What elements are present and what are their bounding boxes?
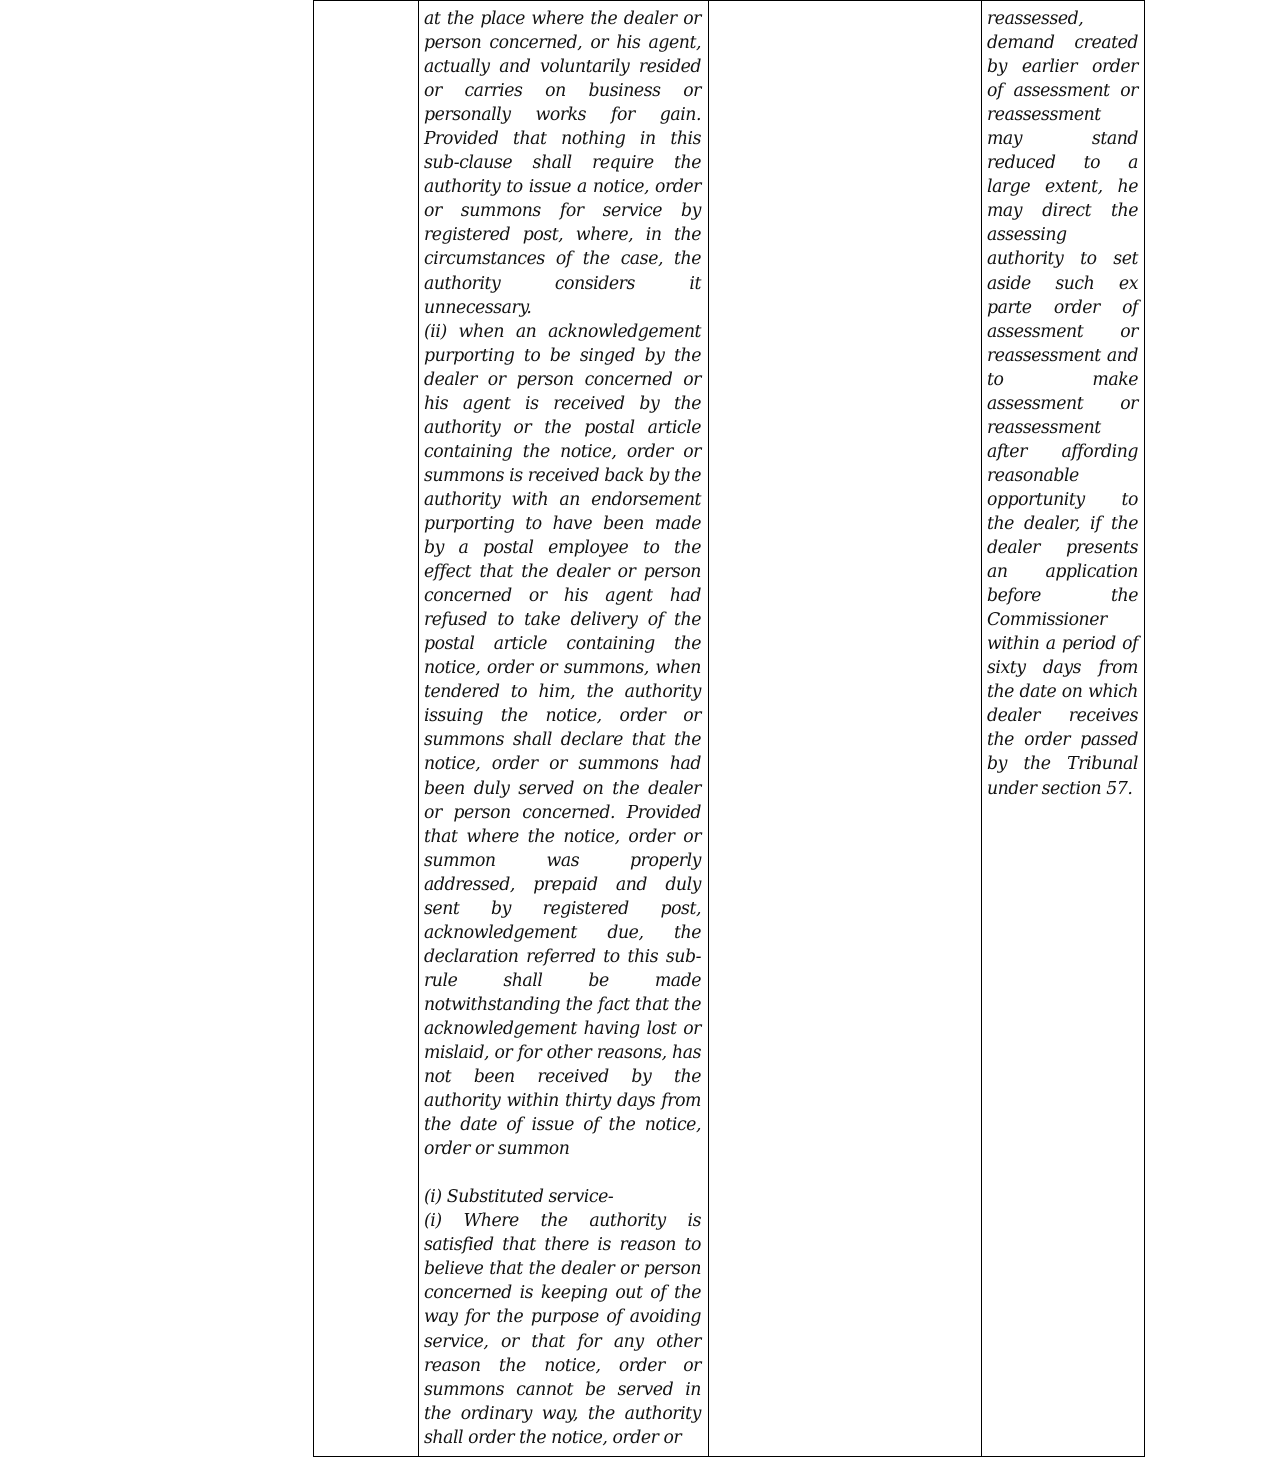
table-cell-column-1	[314, 1, 419, 1457]
paragraph-substituted-service-heading: (i) Substituted service-	[424, 1187, 614, 1208]
paragraph-service-by-post: at the place where the dealer or person concerned, or his agent, actually and voluntarily resided or carries on business or personally works for gain. Provided that nothing in this sub-clause shall require the authority to issue a notice, order or summons for service by registered post, where, in the circumstances of the case, the authority considers it unnecessary.	[424, 9, 701, 318]
column-2-text	[419, 1, 708, 1450]
table-row	[314, 1, 1145, 1457]
document-table	[313, 0, 1145, 1457]
paragraph-substituted-service: (i) Where the authority is satisfied that there is reason to believe that the dealer or person concerned is keeping out of the way for the purpose of avoiding service, or that for any other reason the notice, order or summons cannot be served in the ordinary way, the authority shall order the notice, order or	[424, 1211, 701, 1448]
paragraph-acknowledgement: (ii) when an acknowledgement purporting to be singed by the dealer or person concerned or his agent is received by the authority or the postal article containing the notice, order or summons is received back by the authority with an endorsement purporting to have been made by a postal employee to the effect that the dealer or person concerned or his agent had refused to take delivery of the postal article containing the notice, order or summons, when tendered to him, the authority issuing the notice, order or summons shall declare that the notice, order or summons had been duly served on the dealer or person concerned. Provided that where the notice, order or summon was properly addressed, prepaid and duly sent by registered post, acknowledgement due, the declaration referred to this sub-rule shall be made notwithstanding the fact that the acknowledgement having lost or mislaid, or for other reasons, has not been received by the authority within thirty days from the date of issue of the notice, order or summon	[424, 321, 701, 1160]
column-4-text	[982, 1, 1144, 801]
table-cell-column-4	[982, 1, 1145, 1457]
paragraph-reassessment: reassessed, demand created by earlier order of assessment or reassessment may stand reduced to a large extent, he may direct the assessing authority to set aside such ex parte order of assessment or reassessment and to make assessment or reassessment after affording reasonable opportunity to the dealer, if the dealer presents an application before the Commissioner within a period of sixty days from the date on which dealer receives the order passed by the Tribunal under section 57.	[987, 9, 1138, 799]
table-cell-column-2	[419, 1, 709, 1457]
table-cell-column-3	[709, 1, 982, 1457]
paragraph-spacer	[424, 1161, 701, 1185]
